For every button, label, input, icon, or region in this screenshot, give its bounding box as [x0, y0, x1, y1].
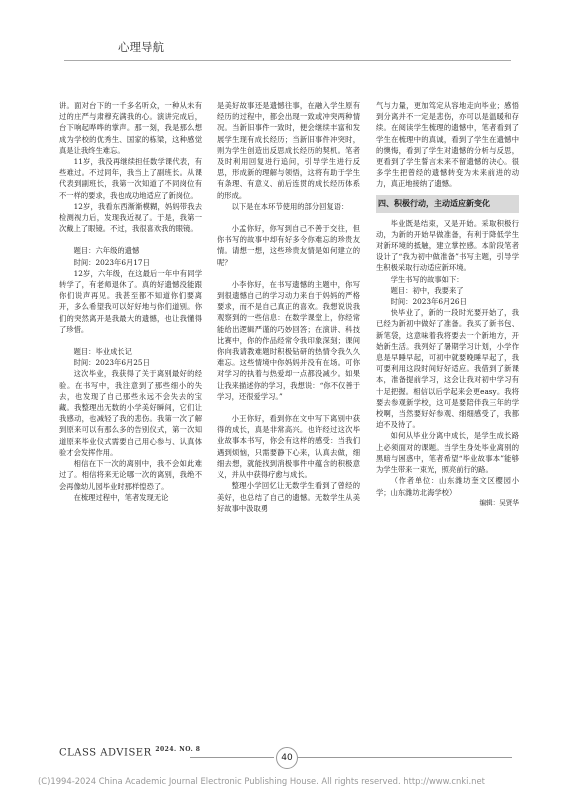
story-date: 时间：2023年6月25日: [73, 358, 150, 368]
reply-paragraph: 小王你好，看到你在文中写下离别中获得的成长，真是非常高兴。也许经过这次毕业故事本书写，你会有这样的感受：当我们遇到烦恼，只需要静下心来，认真去做，细细去想，就能找到消极事件中蕴含的积极意义，并从中获得疗愈与成长。: [217, 414, 360, 480]
spacer: [217, 268, 360, 279]
spacer: [217, 212, 360, 223]
paragraph: 相信在下一次的离别中，我不会如此难过了。相信将来无论哪一次的离别，我绝不会再像幼儿园毕业时那样惶恐了。: [59, 459, 202, 491]
magazine-name: CLASS ADVISER: [59, 747, 152, 759]
paragraph: 学生书写的故事如下：: [390, 274, 464, 284]
text-column-2: [217, 100, 360, 514]
story-date: 时间：2023年6月17日: [73, 257, 150, 267]
spacer: [217, 402, 360, 413]
editor-credit: 编辑：吴贤华: [479, 498, 519, 507]
paragraph: 在梳理过程中，笔者发现无论: [73, 492, 169, 502]
paragraph: 气与力量，更加笃定从容地走向毕业；感悟到分离并不一定是悲伤，亦可以是温暖和存续。在阅读学生梳理的遗憾中，笔者看到了学生在梳理中的真诚，看到了学生在遗憾中的懊悔，看到了学生对遗憾的分析与反思，更看到了学生誓言未来不留遗憾的决心。很多学生把曾经的遗憾转变为未来前进的动力，真正地接纳了遗憾。: [376, 101, 519, 189]
paragraph: 快毕业了，新的一段时光要开始了，我已经为新初中做好了准备。我买了新书包、新笔袋，这意味着我将要去一个新地方，开始新生活。我列好了暑期学习计划，小学作息是早睡早起，可初中就要晚睡早起了，我可要利用这段时间好好适应。我借到了新课本，准备提前学习，这会让我对初中学习有十足把握。相信以后学起来会更easy。我将要去参观新学校，这可是要陪伴我三年的学校啊，当然要好好参观、细细感受了，我都迫不及待了。: [376, 308, 519, 430]
paragraph: 讲。面对台下的一千多名听众，一种从未有过的庄严与肃穆充满我的心。演讲完成后，台下响起哗哗的掌声。那一刻，我是那么想成为学校的优秀生、国家的栋梁，这种感觉真是让我终生难忘。: [59, 101, 202, 155]
reply-paragraph: 小李你好，在书写遗憾的主题中，你写到很遗憾自己的学习动力来自于妈妈的严格要求，而不是自己真正的喜欢。我想说说我观察到的一些信息：在数学课堂上，你经常能给出逻辑严谨的巧妙回答；在演讲、科技比赛中，你的作品经常令我印象深刻；课间你向我请教难题时积极钻研的热情令我久久难忘。这些情境中你妈妈并没有在场。可你对学习的执着与热爱却一点都没减少。如果让我来描述你的学习，我想说：“你不仅善于学习，还很爱学习。”: [217, 279, 360, 401]
issue-number: 2024. NO. 8: [155, 746, 201, 753]
author-affiliation: （作者单位：山东潍坊奎文区樱园小学；山东潍坊北海学校）: [376, 476, 519, 497]
paragraph: 这次毕业，我获得了关于离别最好的经验。在书写中，我注意到了那些细小的失去，也发现了自己那些永远不会失去的宝藏。我整理出无数的小学美好瞬间，它们让我感动，也减轻了我的悲伤。我第一次了解到原来可以有那么多的告别仪式，第一次知道原来毕业仪式需要自己用心参与、认真体验才会发挥作用。: [59, 369, 202, 457]
story-title: 题目：毕业成长记: [73, 347, 132, 357]
header-divider: [64, 60, 511, 61]
paragraph: 是美好故事还是遗憾往事，在融入学生原有经历的过程中，都会出现一致或冲突两种情况。当新旧事件一致时，便会继续丰富和发展学生现有成长经历；当新旧事件冲突时，则为学生创造出反思成长经历的契机。笔者及时利用回复进行追问，引导学生进行反思，形成新的理解与领悟，这将有助于学生有条理、有意义、前后连贯的成长经历体系的形成。: [217, 101, 360, 200]
magazine-footer: [59, 746, 200, 758]
spacer: [59, 234, 202, 245]
spacer: [59, 335, 202, 346]
paragraph: 以下是在本环节使用的部分回复语：: [231, 201, 349, 211]
paragraph: 11岁，我没再继续担任数学课代表，有些难过。不过同年，我当上了副班长。从课代表到副班长，我第一次知道了不同岗位有不一样的要求，我也成功地适应了新岗位。: [59, 157, 202, 200]
story-title: 题目：初中，我要来了: [390, 285, 464, 295]
paragraph: 12岁，六年级，在这最后一年中有同学转学了，有老师退休了。真的好遗憾没能跟你们说声再见。我甚至都不知道你们要离开，多么希望我可以好好地与你们道别。你们的突然离开是我最大的遗憾，也让我懂得了珍惜。: [59, 268, 202, 334]
copyright-notice: (C)1994-2024 China Academic Journal Electronic Publishing House. All rights reserved. http://www.cnki.net: [38, 776, 485, 786]
paragraph: 毕业既是结束，又是开始。采取积极行动，为新的开始早做准备，有利于降低学生对新环境的抵触，建立掌控感。本阶段笔者设计了“我为初中做准备”书写主题，引导学生积极采取行动适应新环境。: [376, 218, 519, 273]
section-heading: 四、积极行动，主动适应新变化: [376, 195, 519, 213]
paragraph: 如何从毕业分离中成长，是学生成长路上必须面对的课题。当学生身处毕业离别的黑暗与困惑中，笔者希望“毕业故事本”能够为学生带来一束光，照亮前行的路。: [376, 431, 519, 475]
text-column-1: [59, 100, 202, 503]
column-title: 心理导航: [118, 40, 164, 54]
reply-paragraph: 小孟你好，你写到自己不善于交往，但你书写的故事中却有好多令你难忘的珍贵友情。请想一想，这些珍贵友情是如何建立的呢？: [217, 224, 360, 267]
page-number: 40: [276, 747, 298, 769]
footer-divider: [298, 757, 512, 758]
footer-divider: [190, 757, 274, 758]
story-date: 时间：2023年6月26日: [390, 297, 467, 307]
story-title: 题目：六年级的遗憾: [73, 246, 140, 256]
paragraph: 整理小学回忆让无数学生看到了曾经的美好，也总结了自己的遗憾。无数学生从美好故事中汲取勇: [217, 481, 360, 513]
text-column-3: [376, 100, 519, 509]
paragraph: 12岁，我看东西渐渐模糊，妈妈带我去检测视力后，发现我近视了。于是，我第一次戴上了眼镜。不过，我很喜欢我的眼镜。: [59, 201, 202, 234]
